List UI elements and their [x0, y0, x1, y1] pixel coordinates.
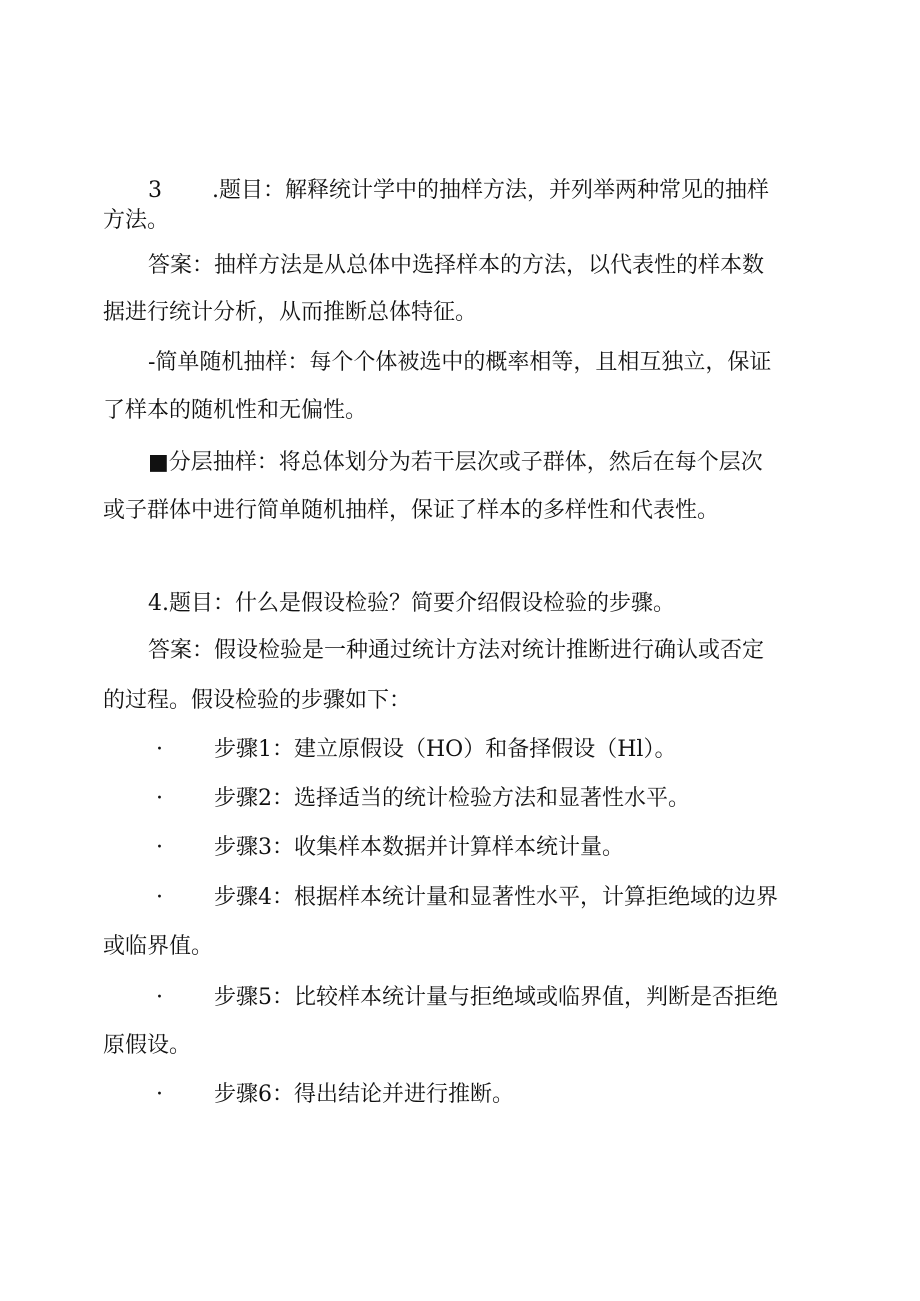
bullet-icon: ·: [156, 885, 163, 910]
q3-method2-continuation: 或子群体中进行简单随机抽样，保证了样本的多样性和代表性。: [103, 498, 720, 523]
q3-title-text: .题目：解释统计学中的抽样方法，并列举两种常见的抽样: [212, 178, 769, 203]
q3-title-continuation: 方法。: [103, 208, 170, 233]
q3-method2-text: ■分层抽样：将总体划分为若干层次或子群体，然后在每个层次: [148, 450, 763, 475]
q4-step-4-continuation: 或临界值。: [103, 934, 214, 959]
bullet-icon: ·: [156, 985, 163, 1010]
bullet-icon: ·: [156, 786, 163, 811]
q3-method1-continuation: 了样本的随机性和无偏性。: [103, 398, 368, 423]
q3-answer-text: 答案：抽样方法是从总体中选择样本的方法，以代表性的样本数: [148, 253, 765, 278]
q3-method1-text: -简单随机抽样：每个个体被选中的概率相等，且相互独立，保证: [148, 350, 772, 375]
q4-step-4-text: 步骤4：根据样本统计量和显著性水平，计算拒绝域的边界: [214, 885, 778, 910]
q3-answer-continuation: 据进行统计分析，从而推断总体特征。: [103, 300, 478, 325]
q4-step-5-continuation: 原假设。: [103, 1033, 192, 1058]
q4-answer-text: 答案：假设检验是一种通过统计方法对统计推断进行确认或否定: [148, 638, 765, 663]
q3-number: 3: [148, 178, 162, 203]
bullet-icon: ·: [156, 1082, 163, 1107]
q4-answer-continuation: 的过程。假设检验的步骤如下：: [103, 688, 412, 713]
bullet-icon: ·: [156, 737, 163, 762]
bullet-icon: ·: [156, 835, 163, 860]
q4-step-2-text: 步骤2：选择适当的统计检验方法和显著性水平。: [214, 786, 690, 811]
q4-step-5-text: 步骤5：比较样本统计量与拒绝域或临界值，判断是否拒绝: [214, 985, 778, 1010]
q4-step-1-text: 步骤1：建立原假设（HO）和备择假设（Hl）。: [214, 737, 677, 762]
q4-step-6-text: 步骤6：得出结论并进行推断。: [214, 1082, 514, 1107]
q4-step-3-text: 步骤3：收集样本数据并计算样本统计量。: [214, 835, 624, 860]
q4-title-text: 4.题目：什么是假设检验？简要介绍假设检验的步骤。: [148, 591, 675, 616]
